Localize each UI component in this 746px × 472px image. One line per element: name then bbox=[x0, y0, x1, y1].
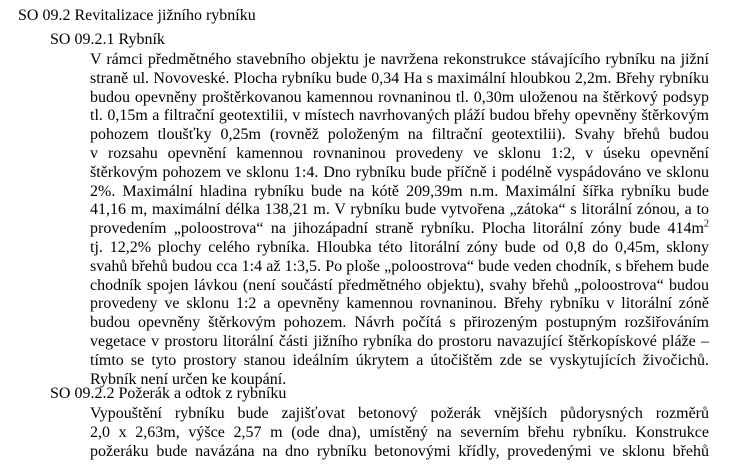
text-line: vegetace v prostoru litorální části jižního rybníka do prostoru navazující štěrkopískové pláže – bbox=[90, 332, 709, 350]
text-line: požeráku bude navázána na dno rybníku betonovými křídly, provedenými ve sklonu břehů bbox=[90, 442, 709, 460]
text-line: štěrkovým pohozem ve sklonu 1:4. Dno rybníku bude příčně i podélně vyspádováno ve sklonu bbox=[90, 163, 709, 181]
superscript-2: 2 bbox=[704, 218, 709, 230]
text-line: svahů břehů budou cca 1:4 až 1:3,5. Po ploše „poloostrova“ bude veden chodník, s břehem bude bbox=[90, 257, 709, 275]
text-line: 2,0 x 2,63m, výšce 2,57 m (ode dna), umístěný na severním břehu rybníku. Konstrukce bbox=[90, 423, 709, 441]
text-line: tímto se tyto prostory stanou ideálním úkrytem a útočištěm zde se vyskytujících živočichů. bbox=[90, 351, 709, 369]
subsection-heading-rybnik: SO 09.2.1 Rybník bbox=[50, 31, 165, 48]
text-line: tj. 12,2% plochy celého rybníka. Hloubka této litorální zóny bude od 0,8 do 0,45m, sklony bbox=[90, 238, 709, 256]
text-segment: provedením „poloostrova“ na jihozápadní straně rybníku. Plocha litorální zóny bude 414m bbox=[90, 220, 704, 238]
text-line: 41,16 m, maximální délka 138,21 m. V rybníku bude vytvořena „zátoka“ s litorální zónou, a to bbox=[90, 201, 709, 219]
text-line: pohozem tloušťky 0,25m (rovněž položeným na filtrační geotextilii). Svahy břehů budou bbox=[90, 126, 709, 144]
text-line: budou opevněny proštěrkovanou kamennou rovnaninou tl. 0,30m uloženou na štěrkový podsyp bbox=[90, 88, 709, 106]
text-line: provedeny ve sklonu 1:2 a opevněny kamennou rovnaninou. Břehy rybníku v litorální zóně bbox=[90, 295, 709, 313]
text-line: Vypouštění rybníku bude zajišťovat betonový požerák vnějších půdorysných rozměrů bbox=[90, 405, 709, 422]
paragraph-pozerak bbox=[90, 405, 709, 461]
text-line: straně ul. Novoveské. Plocha rybníku bude 0,34 Ha s maximální hloubkou 2,2m. Břehy rybníku bbox=[90, 69, 709, 87]
paragraph-rybnik bbox=[90, 51, 709, 389]
text-line: Rybník není určen ke koupání. bbox=[90, 370, 287, 388]
text-line: tl. 0,15m a filtrační geotextilii, v místech navrhovaných pláží budou břehy opevněny štěrkovým bbox=[90, 107, 709, 125]
text-line: 2%. Maximální hladina rybníku bude na kótě 209,39m n.m. Maximální šířka rybníku bude bbox=[90, 182, 709, 200]
section-heading: SO 09.2 Revitalizace jižního rybníku bbox=[18, 7, 256, 24]
text-line: chodník spojen lávkou (není součástí předmětného objektu), svahy břehů „poloostrova“ budou bbox=[90, 276, 709, 294]
text-line: budou opevněny štěrkovým pohozem. Návrh počítá s přirozeným postupným rozšiřováním bbox=[90, 314, 709, 332]
subsection-heading-pozerak: SO 09.2.2 Požerák a odtok z rybníku bbox=[50, 385, 287, 402]
text-line: V rámci předmětného stavebního objektu je navržena rekonstrukce stávajícího rybníku na jižní bbox=[90, 51, 709, 68]
text-line: v rozsahu opevnění kamennou rovnaninou provedeny ve sklonu 1:2, v úseku opevnění bbox=[90, 144, 709, 162]
text-line-with-superscript bbox=[90, 220, 709, 239]
